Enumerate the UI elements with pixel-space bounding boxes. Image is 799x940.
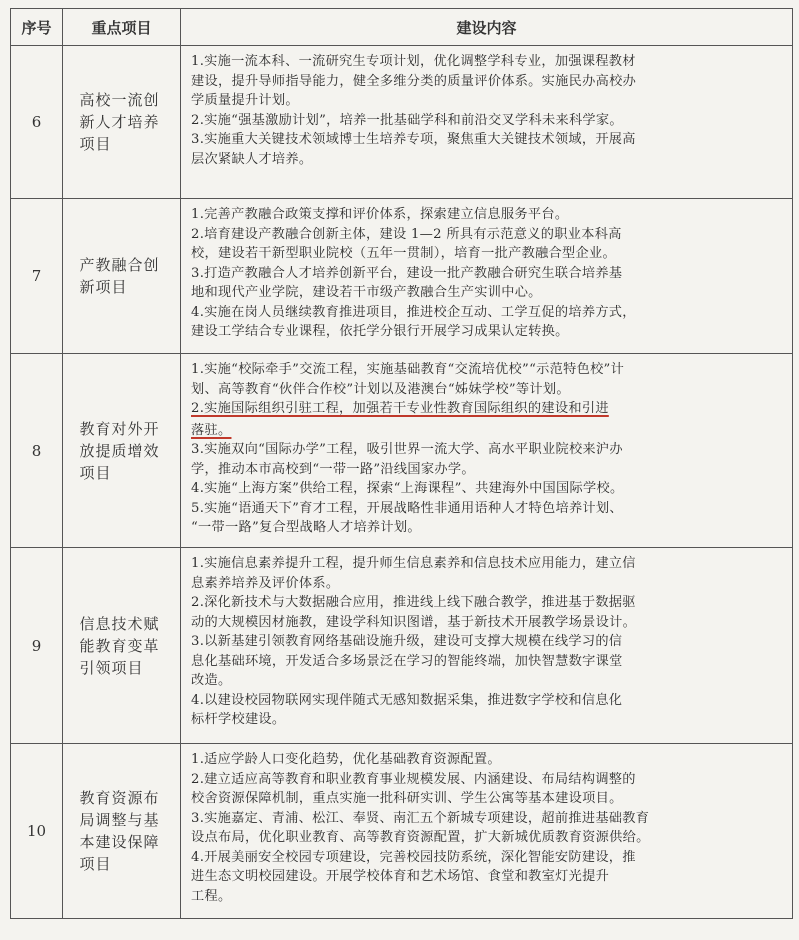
content-line: 建设，提升导师指导能力，健全多维分类的质量评价体系。实施民办高校办 bbox=[191, 73, 637, 89]
project-name: 教育对外开放提质增效项目 bbox=[79, 419, 160, 482]
content-line: 4.开展美丽安全校园专项建设，完善校园技防系统，深化智能安防建设，推 bbox=[191, 849, 636, 865]
highlighted-line: 落驻。 bbox=[191, 422, 232, 438]
content-line: 进生态文明校园建设。开展学校体育和艺术场馆、食堂和教室灯光提升 bbox=[191, 869, 610, 884]
header-content: 建设内容 bbox=[181, 9, 793, 46]
table-header-row bbox=[11, 9, 793, 46]
project-name: 高校一流创新人才培养项目 bbox=[79, 91, 160, 153]
content-line: 1.实施一流本科、一流研究生专项计划，优化调整学科专业，加强课程教材 bbox=[191, 54, 636, 69]
project-content bbox=[181, 548, 793, 744]
content-line: 4.实施在岗人员继续教育推进项目，推进校企互动、工学互促的培养方式， bbox=[191, 304, 636, 320]
key-projects-table bbox=[10, 8, 793, 919]
project-content bbox=[181, 354, 793, 548]
content-line: 校，建设若干新型职业院校（五年一贯制），培育一批产教融合型企业。 bbox=[191, 246, 616, 261]
project-name: 产教融合创新项目 bbox=[79, 256, 160, 296]
row-number: 8 bbox=[11, 354, 63, 548]
table-row bbox=[11, 354, 793, 548]
content-line: 2.实施“强基激励计划”，培养一批基础学科和前沿交叉学科未来科学家。 bbox=[191, 112, 623, 128]
project-content bbox=[181, 46, 793, 199]
content-line: 学质量提升计划。 bbox=[191, 93, 299, 108]
content-line: 设点布局，优化职业教育、高等教育资源配置，扩大新城优质教育资源供给。 bbox=[191, 830, 650, 845]
table-row bbox=[11, 548, 793, 744]
content-line: 3.打造产教融合人才培养创新平台，建设一批产教融合研究生联合培养基 bbox=[191, 265, 623, 281]
content-line: 1.实施“校际牵手”交流工程，实施基础教育“交流培优校”“示范特色校”计 bbox=[191, 362, 625, 377]
content-line: 息化基础环境，开发适合多场景泛在学习的智能终端，加快智慧数字课堂 bbox=[191, 653, 623, 669]
content-line: 2.培育建设产教融合创新主体，建设 1—2 所具有示范意义的职业本科高 bbox=[191, 226, 622, 242]
content-line: 息素养培养及评价体系。 bbox=[191, 575, 340, 591]
project-name: 信息技术赋能教育变革引领项目 bbox=[79, 614, 160, 677]
content-line: “一带一路”复合型战略人才培养计划。 bbox=[191, 520, 421, 535]
project-content bbox=[181, 744, 793, 919]
row-number: 9 bbox=[11, 548, 63, 744]
header-item: 重点项目 bbox=[63, 9, 181, 46]
content-line: 改造。 bbox=[191, 673, 232, 688]
row-number: 10 bbox=[11, 744, 63, 919]
content-line: 4.实施“上海方案”供给工程，探索“上海课程”、共建海外中国国际学校。 bbox=[191, 481, 624, 496]
content-line: 5.实施“语通天下”育才工程，开展战略性非通用语种人才特色培养计划、 bbox=[191, 500, 623, 516]
table-row bbox=[11, 744, 793, 919]
content-line: 3.实施重大关键技术领域博士生培养专项，聚焦重大关键技术领域，开展高 bbox=[191, 132, 636, 147]
highlighted-line: 2.实施国际组织引驻工程，加强若干专业性教育国际组织的建设和引进 bbox=[191, 401, 609, 416]
content-line: 2.建立适应高等教育和职业教育事业规模发展、内涵建设、布局结构调整的 bbox=[191, 771, 636, 787]
content-line: 划、高等教育“伙伴合作校”计划以及港澳台“姊妹学校”等计划。 bbox=[191, 381, 570, 397]
content-line: 标杆学校建设。 bbox=[191, 712, 286, 727]
content-line: 4.以建设校园物联网实现伴随式无感知数据采集，推进数字学校和信息化 bbox=[191, 692, 623, 708]
project-content bbox=[181, 199, 793, 354]
content-line: 地和现代产业学院，建设若干市级产教融合生产实训中心。 bbox=[191, 285, 542, 300]
row-number: 7 bbox=[11, 199, 63, 354]
content-line: 工程。 bbox=[191, 888, 232, 904]
content-line: 学，推动本市高校到“一带一路”沿线国家办学。 bbox=[191, 461, 475, 477]
content-line: 层次紧缺人才培养。 bbox=[191, 151, 313, 167]
content-line: 3.实施双向“国际办学”工程，吸引世界一流大学、高水平职业院校来沪办 bbox=[191, 442, 623, 457]
content-line: 建设工学结合专业课程，依托学分银行开展学习成果认定转换。 bbox=[191, 324, 569, 339]
content-line: 校舍资源保障机制，重点实施一批科研实训、学生公寓等基本建设项目。 bbox=[191, 791, 623, 806]
content-line: 1.完善产教融合政策支撑和评价体系，探索建立信息服务平台。 bbox=[191, 207, 569, 222]
content-line: 动的大规模因材施教，建设学科知识图谱，基于新技术开展教学场景设计。 bbox=[191, 614, 637, 630]
content-line: 3.实施嘉定、青浦、松江、奉贤、南汇五个新城专项建设，超前推进基础教育 bbox=[191, 810, 650, 826]
row-number: 6 bbox=[11, 46, 63, 199]
project-name: 教育资源布局调整与基本建设保障项目 bbox=[79, 789, 160, 873]
content-line: 1.实施信息素养提升工程，提升师生信息素养和信息技术应用能力，建立信 bbox=[191, 556, 636, 571]
table-row bbox=[11, 199, 793, 354]
content-line: 2.深化新技术与大数据融合应用，推进线上线下融合教学，推进基于数据驱 bbox=[191, 595, 636, 610]
table-row bbox=[11, 46, 793, 199]
header-no: 序号 bbox=[11, 9, 63, 46]
content-line: 1.适应学龄人口变化趋势，优化基础教育资源配置。 bbox=[191, 752, 501, 767]
content-line: 3.以新基建引领教育网络基础设施升级，建设可支撑大规模在线学习的信 bbox=[191, 634, 623, 649]
